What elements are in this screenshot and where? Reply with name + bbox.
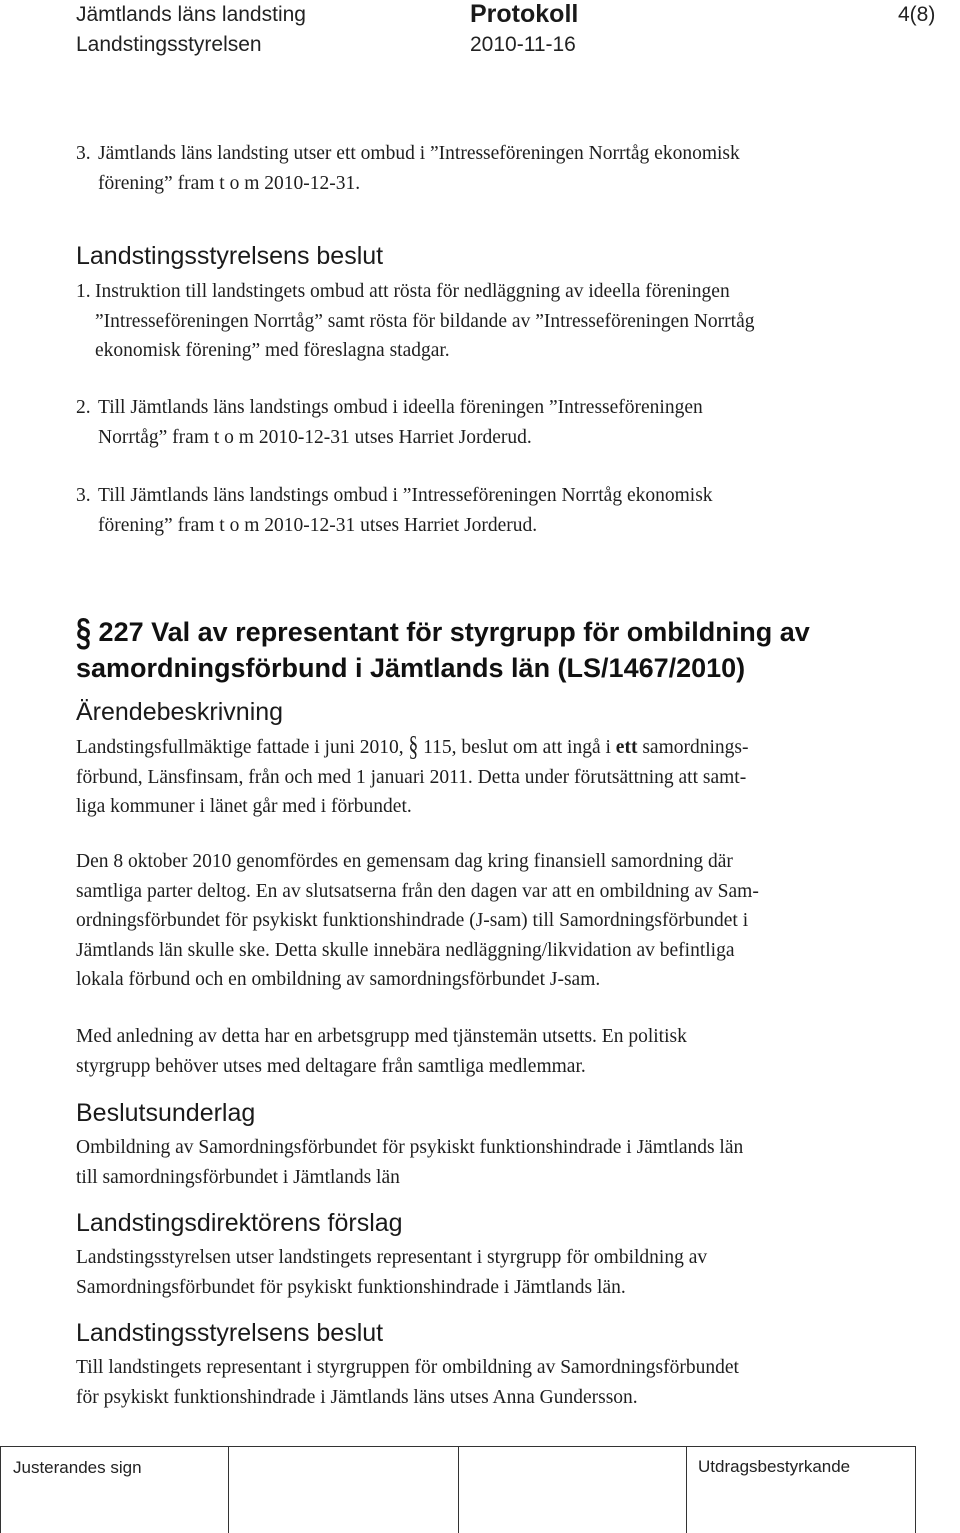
- text-line: ekonomisk förening” med föreslagna stadgar.: [95, 340, 450, 361]
- paragraph-symbol: §: [408, 732, 419, 763]
- description-paragraph-1: [76, 733, 748, 822]
- description-paragraph-2: [76, 847, 759, 995]
- text-line: Samordningsförbundet för psykiskt funktionshindrade i Jämtlands län.: [76, 1276, 626, 1298]
- prev-item-3-number: 3.: [76, 143, 91, 164]
- description-paragraph-3: [76, 1022, 687, 1081]
- text-line: Jämtlands läns landsting utser ett ombud i ”Intresseföreningen Norrtåg ekonomisk: [98, 143, 740, 164]
- section-title-line-1: [76, 610, 810, 654]
- header-body: Landstingsstyrelsen: [76, 33, 262, 56]
- text-line: Till landstingets representant i styrgruppen för ombildning av Samordningsförbundet: [76, 1357, 739, 1378]
- text-line: Till Jämtlands läns landstings ombud i ideella föreningen ”Intresseföreningen: [98, 397, 703, 418]
- text-line: [76, 733, 748, 763]
- decision-3-number: 3.: [76, 485, 91, 506]
- text-line: Ombildning av Samordningsförbundet för psykiskt funktionshindrade i Jämtlands län: [76, 1137, 744, 1158]
- basis-heading: Beslutsunderlag: [76, 1099, 256, 1127]
- text-line: Den 8 oktober 2010 genomfördes en gemensam dag kring finansiell samordning där: [76, 851, 733, 872]
- text-span: 115, beslut om att ingå i: [423, 737, 611, 758]
- text-line: förening” fram t o m 2010-12-31 utses Harriet Jorderud.: [98, 514, 538, 536]
- text-line: Norrtåg” fram t o m 2010-12-31 utses Harriet Jorderud.: [98, 426, 532, 448]
- text-line: Instruktion till landstingets ombud att rösta för nedläggning av ideella föreningen: [95, 281, 730, 302]
- description-heading: Ärendebeskrivning: [76, 698, 284, 726]
- footer-certify-label: Utdragsbestyrkande: [698, 1457, 851, 1476]
- text-line: Till Jämtlands läns landstings ombud i ”Intresseföreningen Norrtåg ekonomisk: [98, 485, 713, 506]
- text-line: samtliga parter deltog. En av slutsatserna från den dagen var att en ombildning av Sam-: [76, 880, 759, 902]
- header-page-number: 4(8): [898, 3, 936, 26]
- decision-2-number: 2.: [76, 397, 91, 418]
- header-org: Jämtlands läns landsting: [76, 3, 306, 26]
- text-line: styrgrupp behöver utses med deltagare från samtliga medlemmar.: [76, 1055, 586, 1077]
- text-span: samordnings-: [642, 737, 749, 758]
- decision-1-text: [95, 277, 755, 366]
- text-line: för psykiskt funktionshindrade i Jämtlands läns utses Anna Gundersson.: [76, 1386, 638, 1408]
- decision-1-number: 1.: [76, 281, 91, 302]
- decision-text: [76, 1353, 739, 1412]
- footer-divider-1: [228, 1446, 229, 1533]
- proposal-heading: Landstingsdirektörens förslag: [76, 1209, 403, 1237]
- text-line: förbund, Länsfinsam, från och med 1 januari 2011. Detta under förutsättning att samt-: [76, 766, 747, 788]
- header-date: 2010-11-16: [470, 33, 576, 56]
- text-line: ”Intresseföreningen Norrtåg” samt rösta för bildande av ”Intresseföreningen Norrtåg: [95, 310, 755, 332]
- bold-word: ett: [615, 737, 638, 758]
- text-line: Landstingsstyrelsen utser landstingets representant i styrgrupp för ombildning av: [76, 1247, 708, 1268]
- header-doc-type: Protokoll: [470, 0, 579, 28]
- text-line: Med anledning av detta har en arbetsgrupp med tjänstemän utsetts. En politisk: [76, 1026, 687, 1047]
- text-line: liga kommuner i länet går med i förbundet.: [76, 796, 412, 817]
- basis-text: [76, 1133, 743, 1192]
- footer-border-left: [0, 1446, 1, 1533]
- proposal-text: [76, 1243, 707, 1302]
- decision-2-text: [98, 393, 703, 452]
- section-title-text: 227 Val av representant för styrgrupp för ombildning av: [98, 617, 810, 647]
- footer-border-right: [915, 1446, 916, 1533]
- text-line: förening” fram t o m 2010-12-31.: [98, 172, 361, 194]
- decision-3-text: [98, 481, 713, 540]
- section-title: [76, 610, 810, 686]
- footer-sign-label: Justerandes sign: [13, 1458, 142, 1477]
- footer-divider-2: [458, 1446, 459, 1533]
- text-line: ordningsförbundet för psykiskt funktionshindrade (J-sam) till Samordningsförbundet i: [76, 910, 749, 931]
- prev-item-3-text: [98, 139, 740, 198]
- decision-heading: Landstingsstyrelsens beslut: [76, 1319, 384, 1347]
- text-line: till samordningsförbundet i Jämtlands län: [76, 1166, 400, 1188]
- text-line: Jämtlands län skulle ske. Detta skulle innebära nedläggning/likvidation av befintliga: [76, 939, 735, 961]
- section-symbol: §: [76, 610, 92, 654]
- prev-decision-heading: Landstingsstyrelsens beslut: [76, 242, 384, 270]
- footer-divider-3: [686, 1446, 687, 1533]
- text-line: lokala förbund och en ombildning av samordningsförbundet J-sam.: [76, 969, 601, 990]
- section-title-line-2: samordningsförbund i Jämtlands län (LS/1467/2010): [76, 653, 746, 683]
- text-span: Landstingsfullmäktige fattade i juni 2010,: [76, 737, 404, 758]
